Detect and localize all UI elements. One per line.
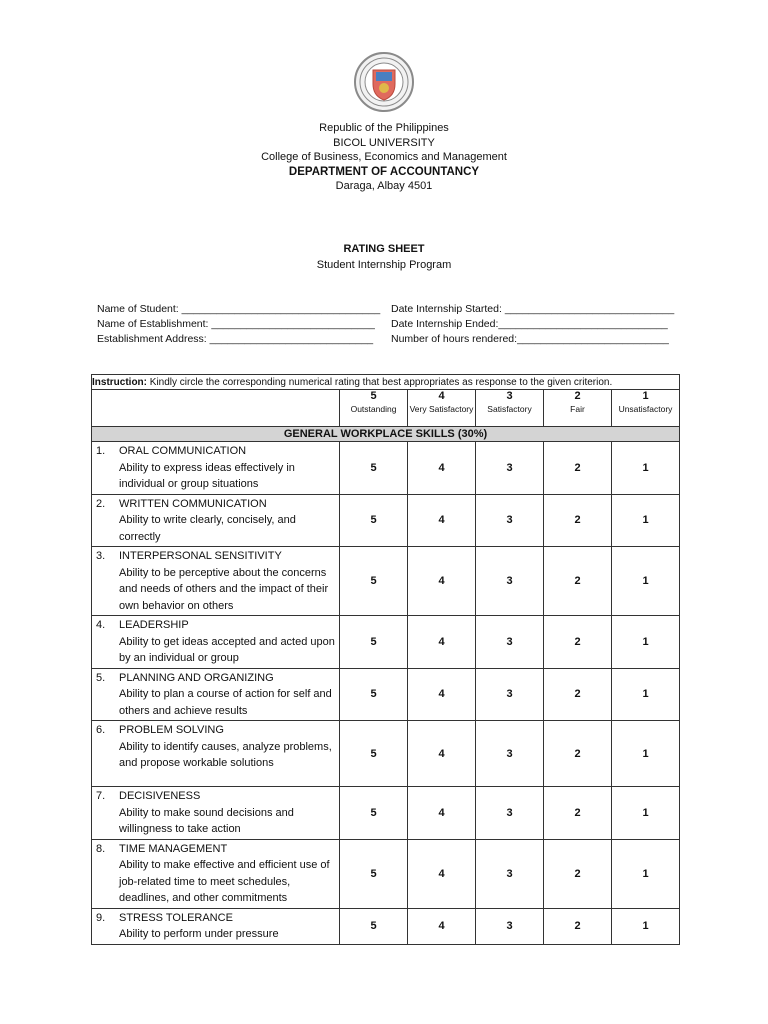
scale-label: Fair — [570, 404, 585, 414]
header-university: BICOL UNIVERSITY — [333, 136, 435, 149]
criterion-heading — [96, 617, 335, 634]
criterion-heading — [96, 548, 335, 565]
student-info-fields — [97, 302, 380, 347]
rating-option-5[interactable]: 5 — [340, 547, 408, 616]
rating-option-1[interactable]: 1 — [612, 616, 680, 669]
rating-option-1[interactable]: 1 — [612, 839, 680, 908]
criterion-row — [92, 908, 680, 944]
internship-info-fields — [391, 302, 674, 347]
criterion-cell — [92, 787, 340, 840]
criterion-cell — [92, 616, 340, 669]
rating-option-2[interactable]: 2 — [544, 721, 612, 787]
scale-1 — [612, 390, 680, 427]
criterion-heading — [96, 841, 335, 858]
criterion-row — [92, 721, 680, 787]
criterion-number: 1. — [96, 445, 106, 457]
rating-option-1[interactable]: 1 — [612, 494, 680, 547]
criterion-title: INTERPERSONAL SENSITIVITY — [119, 550, 282, 562]
rating-option-1[interactable]: 1 — [612, 908, 680, 944]
rating-table — [91, 374, 680, 945]
rating-option-3[interactable]: 3 — [476, 908, 544, 944]
rating-option-1[interactable]: 1 — [612, 547, 680, 616]
program-subtitle: Student Internship Program — [316, 259, 452, 271]
scale-5 — [340, 390, 408, 427]
rating-option-5[interactable]: 5 — [340, 668, 408, 721]
criterion-number: 7. — [96, 790, 106, 802]
criterion-description: Ability to be perceptive about the concerns and needs of others and the impact of their own behavior on others — [119, 566, 329, 612]
field-hours-rendered: Number of hours rendered:__________________________ — [391, 333, 669, 345]
rating-option-3[interactable]: 3 — [476, 668, 544, 721]
criterion-row — [92, 442, 680, 495]
rating-option-4[interactable]: 4 — [408, 442, 476, 495]
rating-option-5[interactable]: 5 — [340, 721, 408, 787]
field-date-ended: Date Internship Ended:_____________________________ — [391, 318, 668, 330]
rating-option-2[interactable]: 2 — [544, 839, 612, 908]
criterion-heading — [96, 722, 335, 739]
rating-option-4[interactable]: 4 — [408, 616, 476, 669]
header-college: College of Business, Economics and Management — [261, 151, 507, 163]
rating-option-5[interactable]: 5 — [340, 839, 408, 908]
criterion-description: Ability to express ideas effectively in individual or group situations — [119, 461, 295, 490]
rating-option-2[interactable]: 2 — [544, 787, 612, 840]
criterion-row — [92, 494, 680, 547]
criterion-row — [92, 787, 680, 840]
criterion-description: Ability to make effective and efficient use of job-related time to meet schedules, deadlines, and other commitments — [119, 859, 330, 904]
criterion-cell — [92, 839, 340, 908]
criterion-cell — [92, 908, 340, 944]
criterion-title: STRESS TOLERANCE — [119, 911, 233, 924]
criterion-title: LEADERSHIP — [119, 619, 189, 631]
field-date-started: Date Internship Started: _____________________________ — [391, 303, 675, 315]
instruction-cell — [92, 375, 680, 390]
rating-option-4[interactable]: 4 — [408, 547, 476, 616]
criterion-heading — [96, 670, 335, 687]
criterion-title: TIME MANAGEMENT — [119, 842, 228, 855]
university-seal-icon — [354, 50, 414, 114]
section-row — [92, 427, 680, 442]
scale-label: Very Satisfactory — [409, 404, 474, 414]
rating-option-4[interactable]: 4 — [408, 494, 476, 547]
rating-option-5[interactable]: 5 — [340, 908, 408, 944]
criteria-list — [92, 442, 680, 945]
rating-option-4[interactable]: 4 — [408, 787, 476, 840]
rating-option-4[interactable]: 4 — [408, 721, 476, 787]
rating-option-3[interactable]: 3 — [476, 839, 544, 908]
rating-option-4[interactable]: 4 — [408, 908, 476, 944]
instruction-row — [92, 375, 680, 390]
rating-option-2[interactable]: 2 — [544, 442, 612, 495]
header-department: DEPARTMENT OF ACCOUNTANCY — [288, 165, 480, 178]
field-establishment-address: Establishment Address: ____________________________ — [97, 333, 374, 345]
criterion-number: 2. — [96, 497, 106, 510]
scale-label: Outstanding — [350, 404, 397, 414]
criterion-number: 5. — [96, 671, 106, 684]
criterion-cell — [92, 547, 340, 616]
rating-option-1[interactable]: 1 — [612, 787, 680, 840]
rating-option-2[interactable]: 2 — [544, 547, 612, 616]
rating-option-1[interactable]: 1 — [612, 668, 680, 721]
instruction-text: Kindly circle the corresponding numerical rating that best appropriates as response to the given criterion. — [147, 376, 613, 388]
rating-option-4[interactable]: 4 — [408, 668, 476, 721]
scale-number: 3 — [506, 390, 513, 402]
scale-header-blank — [92, 390, 340, 427]
scale-label: Satisfactory — [487, 404, 532, 414]
criterion-number: 4. — [96, 619, 106, 631]
document-header — [0, 121, 768, 194]
criterion-description: Ability to plan a course of action for self and others and achieve results — [119, 688, 332, 717]
rating-option-2[interactable]: 2 — [544, 616, 612, 669]
criterion-number: 9. — [96, 911, 106, 924]
field-student-name: Name of Student: __________________________________ — [97, 303, 381, 315]
criterion-description: Ability to write clearly, concisely, and correctly — [119, 514, 296, 543]
instruction-label: Instruction: — [92, 376, 147, 388]
criterion-number: 6. — [96, 724, 106, 736]
scale-number: 5 — [370, 390, 377, 402]
rating-option-3[interactable]: 3 — [476, 616, 544, 669]
criterion-description: Ability to make sound decisions and willingness to take action — [119, 806, 294, 835]
rating-option-1[interactable]: 1 — [612, 442, 680, 495]
criterion-cell — [92, 721, 340, 787]
criterion-row — [92, 547, 680, 616]
rating-option-2[interactable]: 2 — [544, 668, 612, 721]
rating-option-3[interactable]: 3 — [476, 547, 544, 616]
header-address: Daraga, Albay 4501 — [335, 180, 433, 192]
criterion-title: PLANNING AND ORGANIZING — [119, 671, 274, 684]
criterion-title: WRITTEN COMMUNICATION — [119, 497, 267, 510]
criterion-number: 8. — [96, 842, 106, 855]
criterion-title: DECISIVENESS — [119, 790, 201, 802]
criterion-number: 3. — [96, 550, 106, 562]
criterion-description: Ability to identify causes, analyze problems, and propose workable solutions — [119, 740, 332, 769]
rating-option-5[interactable]: 5 — [340, 616, 408, 669]
criterion-heading — [96, 788, 335, 805]
criterion-title: ORAL COMMUNICATION — [119, 445, 247, 457]
rating-option-3[interactable]: 3 — [476, 787, 544, 840]
header-republic: Republic of the Philippines — [319, 122, 449, 134]
document-title — [0, 241, 768, 273]
scale-2 — [544, 390, 612, 427]
rating-option-5[interactable]: 5 — [340, 494, 408, 547]
field-establishment-name: Name of Establishment: ____________________________ — [97, 318, 375, 330]
criterion-cell — [92, 668, 340, 721]
rating-option-3[interactable]: 3 — [476, 442, 544, 495]
rating-option-2[interactable]: 2 — [544, 908, 612, 944]
scale-number: 1 — [642, 390, 649, 402]
criterion-heading — [96, 910, 335, 927]
rating-option-5[interactable]: 5 — [340, 442, 408, 495]
rating-option-1[interactable]: 1 — [612, 721, 680, 787]
criterion-description: Ability to get ideas accepted and acted upon by an individual or group — [119, 635, 335, 664]
scale-4 — [408, 390, 476, 427]
scale-header-row — [92, 390, 680, 427]
rating-option-2[interactable]: 2 — [544, 494, 612, 547]
criterion-title: PROBLEM SOLVING — [119, 724, 224, 736]
rating-option-3[interactable]: 3 — [476, 494, 544, 547]
criterion-cell — [92, 494, 340, 547]
scale-number: 4 — [438, 390, 445, 402]
scale-number: 2 — [574, 390, 581, 402]
criterion-heading — [96, 443, 335, 460]
scale-label: Unsatisfactory — [618, 404, 673, 414]
criterion-row — [92, 839, 680, 908]
rating-option-5[interactable]: 5 — [340, 787, 408, 840]
criterion-row — [92, 668, 680, 721]
criterion-description: Ability to perform under pressure — [119, 928, 279, 940]
criterion-cell — [92, 442, 340, 495]
rating-option-4[interactable]: 4 — [408, 839, 476, 908]
criterion-row — [92, 616, 680, 669]
rating-option-3[interactable]: 3 — [476, 721, 544, 787]
section-title: GENERAL WORKPLACE SKILLS (30%) — [92, 427, 680, 442]
criterion-heading — [96, 496, 335, 513]
rating-sheet-title: RATING SHEET — [343, 243, 425, 255]
scale-3 — [476, 390, 544, 427]
